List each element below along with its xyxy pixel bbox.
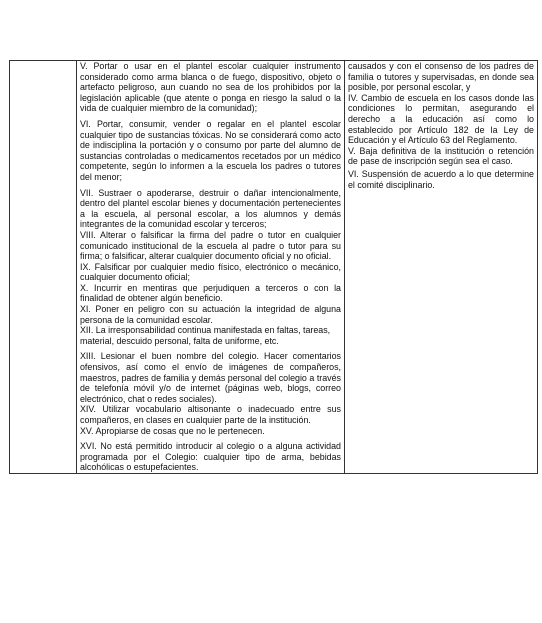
fault-item: VI. Portar, consumir, vender o regalar en el plantel escolar cualquier tipo de sustancias tóxicas. No se considerará como acto de indisciplina la portación y o consumo por parte del alumno de sustancias controladas o medicamentos recetados por un médico competente, según lo informen a la escuela los padres o tutores del menor; xyxy=(80,118,341,182)
fault-item: XV. Apropiarse de cosas que no le pertenecen. xyxy=(80,425,265,436)
regulations-table xyxy=(9,60,538,474)
fault-item: XIII. Lesionar el buen nombre del colegio. Hacer comentarios ofensivos, así como el envío de imágenes de compañeros, maestros, padres de familia y demás personal del colegio a través de telefonía móvil y/o de internet (páginas web, blogs, correo electrónico, chat o redes sociales). xyxy=(80,351,341,404)
fault-item: V. Portar o usar en el plantel escolar cualquier instrumento considerado como arma blanca o de fuego, dispositivo, objeto o artefacto peligroso, aun cuando no sea de los prohibidos por la legislación aplicable (que atente o ponga en riesgo la salud o la vida de cualquier miembro de la comunidad); xyxy=(80,61,341,114)
fault-item: XIV. Utilizar vocabulario altisonante o inadecuado entre sus compañeros, en clases en cualquier parte de la institución. xyxy=(80,404,341,425)
sanction-item: V. Baja definitiva de la institución o retención de pase de inscripción según sea el caso. xyxy=(348,145,534,167)
fault-item: XII. La irresponsabilidad continua manifestada en faltas, tareas, material, descuido personal, falta de uniforme, etc. xyxy=(80,325,331,346)
empty-cell xyxy=(10,61,77,474)
sanctions-cell xyxy=(345,61,538,474)
faults-cell xyxy=(77,61,345,474)
sanction-item: causados y con el consenso de los padres de familia o tutores y supervisadas, en donde sea posible, por personal escolar, y xyxy=(348,61,534,93)
fault-item: X. Incurrir en mentiras que perjudiquen a terceros o con la finalidad de obtener algún beneficio. xyxy=(80,282,341,304)
table-row xyxy=(10,61,538,474)
fault-item: IX. Falsificar por cualquier medio físico, electrónico o mecánico, cualquier documento oficial; xyxy=(80,261,341,283)
fault-item: VII. Sustraer o apoderarse, destruir o dañar intencionalmente, dentro del plantel escolar bienes y documentación pertenecientes a la escuela, al personal escolar, a los alumnos y demás integrantes de la comunidad escolar y terceros; xyxy=(80,187,341,230)
fault-item: XI. Poner en peligro con su actuación la integridad de alguna persona de la comunidad escolar. xyxy=(80,304,341,325)
sanction-item: VI. Suspensión de acuerdo a lo que determine el comité disciplinario. xyxy=(348,168,534,190)
sanction-item: IV. Cambio de escuela en los casos donde las condiciones lo permitan, asegurando el derecho a la educación así como lo establecido por Artículo 182 de la Ley de Educación y el Artículo 63 del Reglamento. xyxy=(348,92,534,146)
fault-item: VIII. Alterar o falsificar la firma del padre o tutor en cualquier comunicado institucional de la escuela al padre o tutor para su firma; o falsificar, alterar cualquier documento oficial y no oficial. xyxy=(80,229,341,262)
fault-item: XVI. No está permitido introducir al colegio o a alguna actividad programada por el Colegio: cualquier tipo de arma, bebidas alcohólicas o estupefacientes. xyxy=(80,441,341,473)
